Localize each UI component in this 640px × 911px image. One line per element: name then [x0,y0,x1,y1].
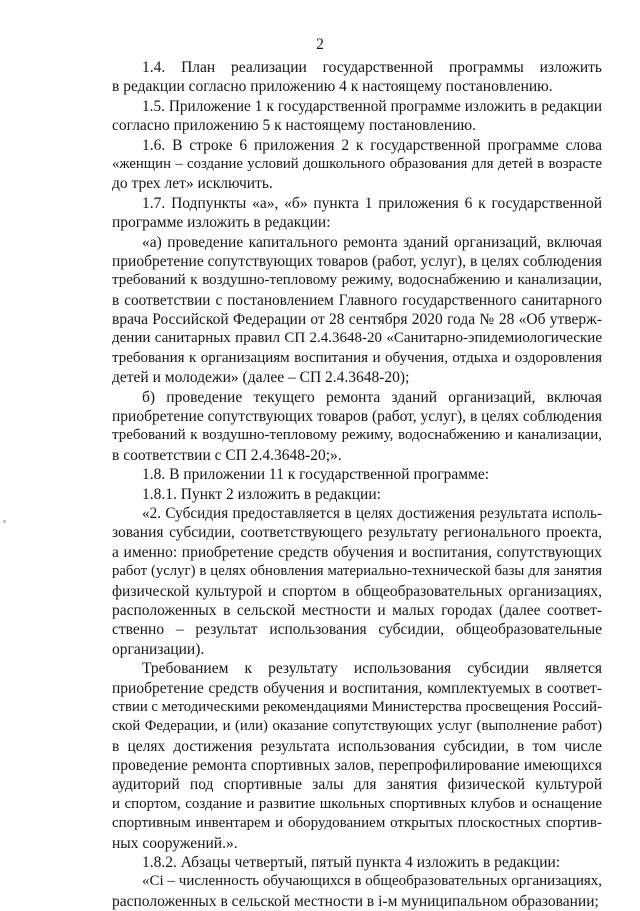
text-line: 1.4. План реализации государственной программы изложить [142,59,602,76]
text-line: б) проведение текущего ремонта зданий организаций, включая [142,388,602,406]
text-line: физической культурой и спортом в общеобразовательных организациях, [112,582,602,600]
text-line: детей и молодежи» (далее – СП 2.4.3648-20); [112,369,410,387]
text-line: 1.8. В приложении 11 к государственной программе: [142,466,490,484]
text-line: дении санитарных правил СП 2.4.3648-20 «Санитарно-эпидемиологические [112,330,602,347]
text-line: ных сооружений.». [112,834,238,852]
paragraph [112,233,602,388]
paragraph [112,58,602,97]
text-line: проведение ремонта спортивных залов, перепрофилирование имеющихся [112,757,602,775]
text-line: работ (услуг) в целях обновления материально-технической базы для занятия [112,563,602,580]
text-line: зования субсидии, соответствующего результату регионального проекта, [112,524,602,542]
text-line: требований к воздушно-тепловому режиму, водоснабжению и канализации, [112,272,602,289]
text-line: «2. Субсидия предоставляется в целях достижения результата исполь- [142,504,602,522]
text-line: 1.6. В строке 6 приложения 2 к государственной программе слова [142,136,602,154]
text-line: ственно – результат использования субсидии, общеобразовательные [112,621,602,639]
paragraph [112,465,602,484]
text-line: требования к организациям воспитания и обучения, отдыха и оздоровления [112,349,602,366]
paragraph [112,97,602,136]
text-line: а именно: приобретение средств обучения и воспитания, сопутствующих [112,543,602,561]
text-line: приобретение сопутствующих товаров (работ, услуг), в целях соблюдения [112,408,602,426]
text-line: в редакции согласно приложению 4 к настоящему постановлению. [112,78,553,96]
text-line: спортивным инвентарем и оборудованием открытых плоскостных спортив- [112,815,602,832]
text-line: до трех лет» исключить. [112,175,273,193]
text-line: расположенных в сельской местности и малых городах (далее соответ- [112,601,602,619]
text-line: врача Российской Федерации от 28 сентября 2020 года № 28 «Об утверж- [112,311,602,329]
paragraph [112,388,602,466]
text-line: «женщин – создание условий дошкольного образования для детей в возрасте [112,155,602,172]
text-line: программе изложить в редакции: [112,214,331,232]
text-line: 1.5. Приложение 1 к государственной программе изложить в редакции [142,97,602,115]
text-line: и спортом, создание и развитие школьных спортивных клубов и оснащение [112,795,602,812]
paragraph [112,485,602,504]
text-line: Требованием к результату использования субсидии является [142,660,602,678]
text-line: «а) проведение капитального ремонта зданий организаций, включая [142,233,602,251]
text-line: приобретение средств обучения и воспитания, комплектуемых в соответ- [112,679,602,697]
paragraph [112,136,602,194]
text-line: в целях достижения результата использования субсидии, в том числе [112,737,602,755]
text-line: приобретение сопутствующих товаров (работ, услуг), в целях соблюдения [112,252,602,270]
document-body [112,58,602,911]
paragraph [112,504,602,659]
text-line: согласно приложению 5 к настоящему постановлению. [112,117,476,135]
text-line: в соответствии с СП 2.4.3648-20;». [112,446,342,464]
text-line: требований к воздушно-тепловому режиму, водоснабжению и канализации, [112,427,602,444]
text-line: организации). [112,640,205,658]
text-line: 1.8.2. Абзацы четвертый, пятый пункта 4 изложить в редакции: [142,854,561,872]
page-number: 2 [316,36,324,53]
text-line: в соответствии с постановлением Главного государственного санитарного [112,291,602,309]
text-line: расположенных в сельской местности в i-м муниципальном образовании; [112,892,599,910]
text-line: «Ci – численность обучающихся в общеобразовательных организациях, [142,873,602,890]
paragraph [112,659,602,853]
text-line: ской Федерации, и (или) оказание сопутствующих услуг (выполнение работ) [112,718,602,735]
text-line: ствии с методическими рекомендациями Министерства просвещения Россий- [112,698,602,715]
scan-artifact [3,520,6,523]
text-line: 1.7. Подпункты «а», «б» пункта 1 приложения 6 к государственной [142,194,602,212]
text-line: аудиторий под спортивные залы для занятия физической культурой [112,776,602,794]
text-line: 1.8.1. Пункт 2 изложить в редакции: [142,485,381,503]
paragraph [112,853,602,872]
paragraph [112,872,602,911]
paragraph [112,194,602,233]
